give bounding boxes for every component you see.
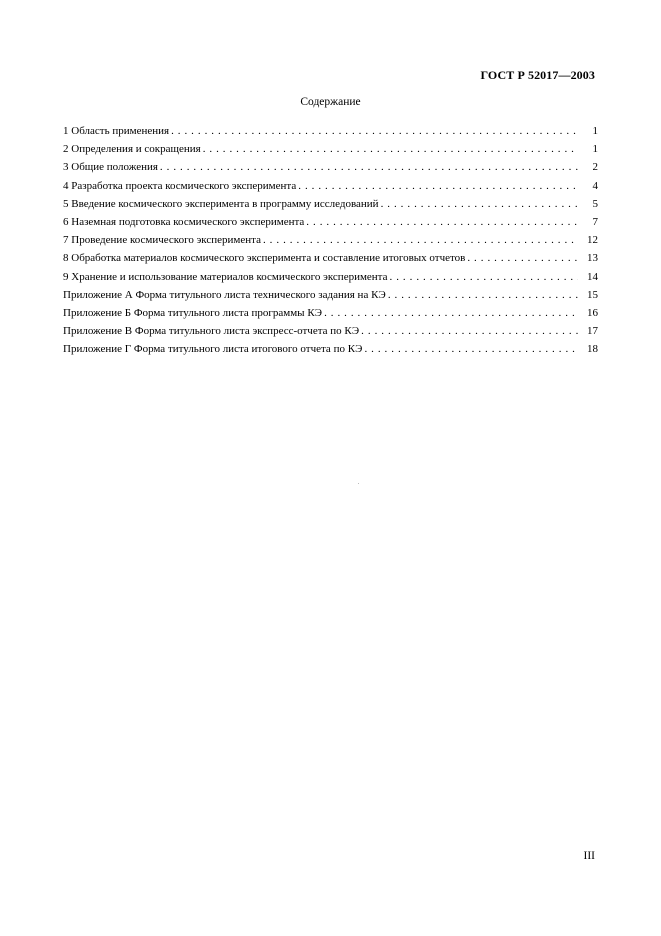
toc-leader-dots	[203, 140, 578, 158]
toc-entry-text: Приложение А Форма титульного листа технического задания на КЭ	[63, 288, 386, 301]
toc-leader-dots	[324, 304, 578, 322]
toc-entry-4[interactable]	[63, 177, 598, 195]
toc-entry-text: Приложение Г Форма титульного листа итогового отчета по КЭ	[63, 343, 363, 356]
toc-entry-page: 18	[587, 343, 598, 356]
toc-entry-page: 13	[587, 252, 598, 265]
toc-entry-text: 4 Разработка проекта космического эксперимента	[63, 179, 297, 192]
toc-entry-appendix-g[interactable]	[63, 340, 598, 358]
toc-entry-5[interactable]	[63, 195, 598, 213]
toc-leader-dots	[381, 195, 578, 213]
toc-entry-page: 14	[587, 270, 598, 283]
document-code: ГОСТ Р 52017—2003	[480, 68, 595, 82]
toc-entry-text: 7 Проведение космического эксперимента	[63, 234, 261, 247]
toc-leader-dots	[263, 231, 578, 249]
toc-entry-text: 8 Обработка материалов космического эксперимента и составление итоговых отчетов	[63, 252, 466, 265]
toc-entry-page: 4	[592, 179, 598, 192]
toc-leader-dots	[306, 213, 578, 231]
toc-entry-page: 15	[587, 288, 598, 301]
toc-entry-page: 5	[592, 197, 598, 210]
toc-entry-text: 6 Наземная подготовка космического эксперимента	[63, 215, 305, 228]
toc-entry-text: 5 Введение космического эксперимента в программу исследований	[63, 197, 379, 210]
toc-entry-9[interactable]	[63, 268, 598, 286]
toc-entry-6[interactable]	[63, 213, 598, 231]
toc-entry-text: Приложение Б Форма титульного листа программы КЭ	[63, 306, 323, 319]
toc-leader-dots	[364, 340, 578, 358]
toc-entry-3[interactable]	[63, 158, 598, 176]
toc-entry-text: Приложение В Форма титульного листа экспресс-отчета по КЭ	[63, 325, 360, 338]
page-number: III	[583, 850, 595, 862]
toc-entry-appendix-v[interactable]	[63, 322, 598, 340]
toc-entry-page: 17	[587, 325, 598, 338]
toc-entry-page: 1	[592, 125, 598, 137]
toc-entry-page: 12	[587, 234, 598, 247]
toc-entry-text: 3 Общие положения	[63, 161, 158, 174]
scan-speck	[358, 483, 359, 484]
toc-entry-page: 1	[592, 143, 598, 156]
toc-leader-dots	[388, 286, 578, 304]
toc-entry-text: 2 Определения и сокращения	[63, 143, 201, 156]
toc-title: Содержание	[300, 96, 361, 108]
toc-leader-dots	[160, 158, 578, 176]
toc-leader-dots	[361, 322, 578, 340]
toc-entry-appendix-a[interactable]	[63, 286, 598, 304]
toc-leader-dots	[467, 249, 578, 267]
toc-entry-2[interactable]	[63, 140, 598, 158]
toc-entry-page: 2	[592, 161, 598, 174]
toc-leader-dots	[171, 122, 578, 140]
toc-leader-dots	[390, 268, 578, 286]
toc-entry-7[interactable]	[63, 231, 598, 249]
toc-entry-page: 16	[587, 306, 598, 319]
toc-entry-text: 1 Область применения	[63, 125, 170, 137]
toc-leader-dots	[298, 177, 578, 195]
toc-entry-8[interactable]	[63, 249, 598, 267]
toc-entry-1[interactable]	[63, 122, 598, 140]
toc-entry-appendix-b[interactable]	[63, 304, 598, 322]
table-of-contents	[63, 122, 598, 358]
toc-entry-text: 9 Хранение и использование материалов космического эксперимента	[63, 270, 388, 283]
toc-entry-page: 7	[592, 215, 598, 228]
